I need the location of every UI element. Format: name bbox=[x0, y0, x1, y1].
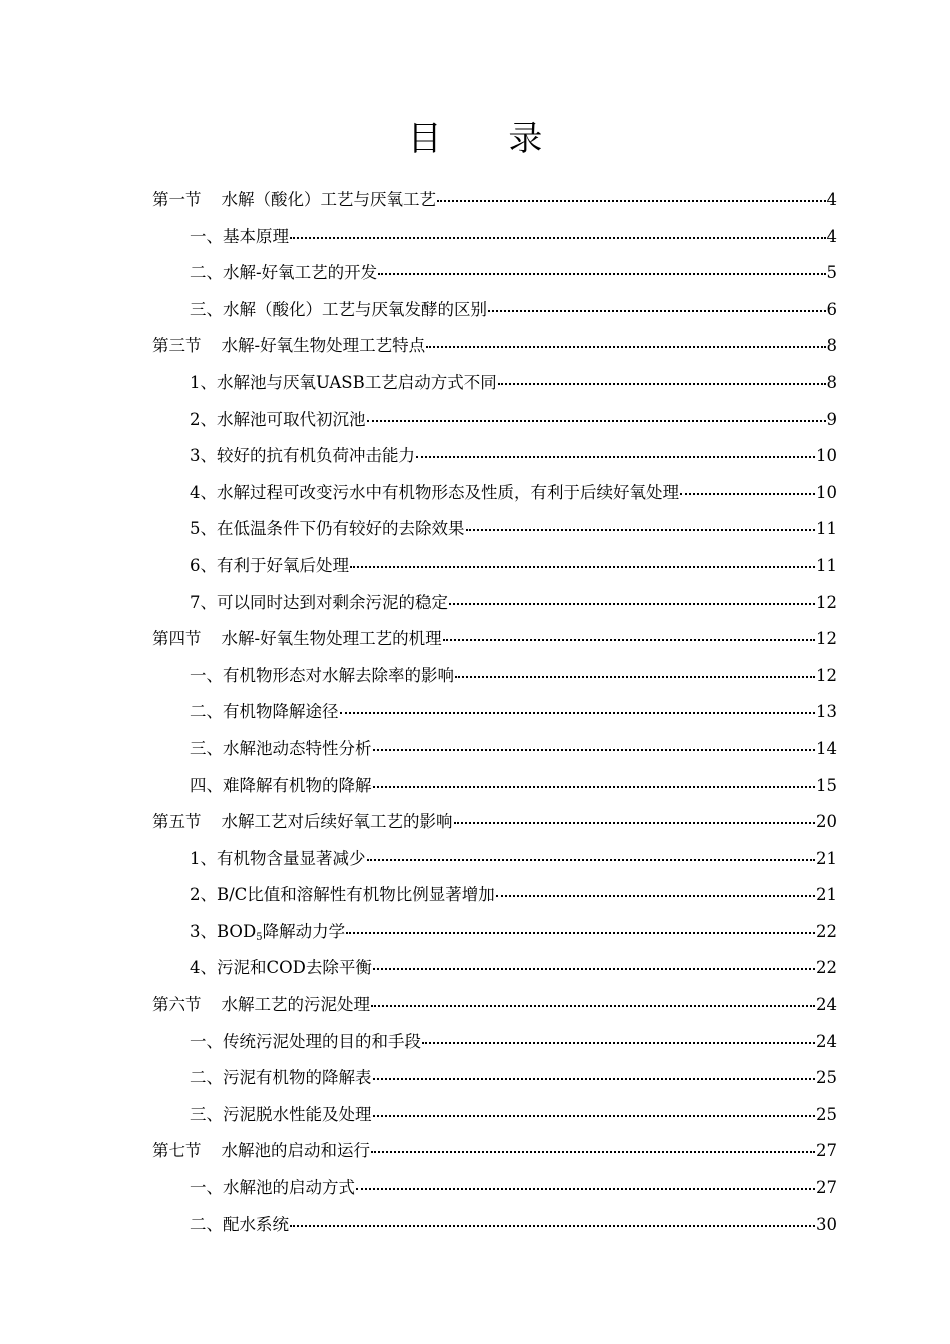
toc-page-number: 22 bbox=[816, 958, 837, 978]
toc-subsection-entry[interactable] bbox=[152, 1060, 837, 1097]
toc-page-number: 12 bbox=[816, 665, 837, 685]
toc-subsection-entry[interactable] bbox=[152, 365, 837, 402]
toc-entry-text-after: 降解动力学 bbox=[262, 921, 346, 941]
toc-page-number: 27 bbox=[816, 1178, 837, 1198]
toc-entry-label bbox=[190, 585, 448, 622]
toc-entry-label bbox=[190, 1170, 355, 1207]
toc-dot-leader bbox=[367, 420, 826, 422]
toc-entry-text: 水解-好氧生物处理工艺的机理 bbox=[221, 629, 442, 649]
toc-entry-text: 7、可以同时达到对剩余污泥的稳定 bbox=[190, 592, 448, 612]
toc-page-number: 11 bbox=[816, 555, 837, 575]
toc-page-number: 10 bbox=[816, 446, 837, 466]
toc-section-entry[interactable] bbox=[152, 804, 837, 841]
toc-entry-label bbox=[190, 1060, 372, 1097]
toc-dot-leader bbox=[290, 237, 826, 239]
toc-subsection-entry[interactable] bbox=[152, 219, 837, 256]
toc-dot-leader bbox=[373, 1078, 816, 1080]
toc-entry-label bbox=[190, 438, 415, 475]
toc-entry-label bbox=[190, 511, 465, 548]
toc-page-number: 11 bbox=[816, 519, 837, 539]
toc-entry-text: 水解工艺对后续好氧工艺的影响 bbox=[221, 812, 453, 832]
toc-entry-label bbox=[190, 1207, 289, 1244]
toc-dot-leader bbox=[340, 712, 816, 714]
toc-entry-label bbox=[190, 255, 377, 292]
toc-entry-text: 5、在低温条件下仍有较好的去除效果 bbox=[190, 519, 465, 539]
toc-section-number: 第四节 bbox=[152, 629, 202, 649]
toc-page-number: 13 bbox=[816, 702, 837, 722]
toc-subsection-entry[interactable] bbox=[152, 1024, 837, 1061]
toc-page-number: 9 bbox=[826, 409, 837, 429]
toc-page-number: 30 bbox=[816, 1214, 837, 1234]
toc-subsection-entry[interactable] bbox=[152, 768, 837, 805]
toc-entry-text: 三、污泥脱水性能及处理 bbox=[190, 1104, 372, 1124]
toc-section-number: 第一节 bbox=[152, 190, 202, 209]
toc-dot-leader bbox=[454, 822, 816, 824]
toc-entry-label bbox=[190, 694, 339, 731]
toc-subsection-entry[interactable] bbox=[152, 548, 837, 585]
toc-entry-label bbox=[190, 841, 366, 878]
toc-entry-text: 水解池的启动和运行 bbox=[221, 1141, 370, 1161]
toc-dot-leader bbox=[680, 493, 815, 495]
toc-subsection-entry[interactable] bbox=[152, 292, 837, 329]
toc-entry-text: 3、较好的抗有机负荷冲击能力 bbox=[190, 446, 415, 466]
toc-entry-label bbox=[152, 804, 453, 841]
toc-entry-label bbox=[152, 621, 442, 658]
toc-section-entry[interactable] bbox=[152, 1133, 837, 1170]
toc-entry-text: 三、水解池动态特性分析 bbox=[190, 738, 372, 758]
toc-page-number: 20 bbox=[816, 812, 837, 832]
toc-subsection-entry[interactable] bbox=[152, 585, 837, 622]
toc-entry-label bbox=[190, 1097, 372, 1134]
toc-dot-leader bbox=[443, 639, 815, 641]
toc-page-number: 24 bbox=[816, 995, 837, 1015]
toc-subsection-entry[interactable] bbox=[152, 841, 837, 878]
toc-entry-text: 3、BOD bbox=[190, 921, 257, 941]
toc-entry-label bbox=[190, 365, 497, 402]
toc-page-number: 4 bbox=[826, 190, 837, 209]
toc-entry-text: 1、有机物含量显著减少 bbox=[190, 848, 366, 868]
toc-dot-leader bbox=[422, 1042, 815, 1044]
toc-entry-text: 一、基本原理 bbox=[190, 226, 289, 246]
toc-entry-label bbox=[152, 182, 436, 219]
toc-subsection-entry[interactable] bbox=[152, 402, 837, 439]
toc-subsection-entry[interactable] bbox=[152, 731, 837, 768]
toc-dot-leader bbox=[449, 603, 815, 605]
toc-entry-text: 2、水解池可取代初沉池 bbox=[190, 409, 366, 429]
toc-dot-leader bbox=[346, 932, 815, 934]
toc-dot-leader bbox=[466, 529, 816, 531]
toc-entry-text: 2、B/C比值和溶解性有机物比例显著增加 bbox=[190, 885, 495, 905]
toc-entry-label bbox=[190, 548, 349, 585]
toc-entry-text: 1、水解池与厌氧UASB工艺启动方式不同 bbox=[190, 372, 497, 392]
toc-page-number: 24 bbox=[816, 1031, 837, 1051]
toc-dot-leader bbox=[373, 968, 815, 970]
toc-entry-label bbox=[190, 914, 345, 954]
toc-entry-label bbox=[190, 292, 487, 329]
toc-dot-leader bbox=[437, 200, 826, 202]
toc-page-number: 21 bbox=[816, 848, 837, 868]
toc-entry-text: 二、水解-好氧工艺的开发 bbox=[190, 263, 378, 283]
toc-page-number: 4 bbox=[826, 226, 837, 246]
toc-entry-text: 水解-好氧生物处理工艺特点 bbox=[221, 336, 426, 356]
toc-page-number: 8 bbox=[826, 336, 837, 356]
toc-subsection-entry[interactable] bbox=[152, 475, 837, 512]
toc-entry-label bbox=[190, 475, 679, 512]
toc-subsection-entry[interactable] bbox=[152, 950, 837, 987]
toc-entry-text: 一、水解池的启动方式 bbox=[190, 1178, 355, 1198]
toc-entry-text: 水解工艺的污泥处理 bbox=[221, 995, 370, 1015]
toc-entry-text: 一、有机物形态对水解去除率的影响 bbox=[190, 665, 454, 685]
toc-dot-leader bbox=[498, 383, 826, 385]
toc-entry-label bbox=[190, 731, 372, 768]
toc-entry-label bbox=[152, 987, 370, 1024]
toc-entry-label bbox=[190, 219, 289, 256]
toc-dot-leader bbox=[373, 786, 816, 788]
toc-entry-text: 一、传统污泥处理的目的和手段 bbox=[190, 1031, 421, 1051]
toc-page-number: 10 bbox=[816, 482, 837, 502]
toc-dot-leader bbox=[356, 1188, 815, 1190]
toc-page-number: 5 bbox=[826, 263, 837, 283]
toc-section-entry[interactable] bbox=[152, 328, 837, 365]
toc-entry-subscript: 5 bbox=[256, 931, 263, 943]
toc-dot-leader bbox=[455, 676, 815, 678]
toc-page-number: 12 bbox=[816, 592, 837, 612]
toc-dot-leader bbox=[290, 1225, 815, 1227]
toc-subsection-entry[interactable] bbox=[152, 658, 837, 695]
toc-dot-leader bbox=[488, 310, 826, 312]
toc-entry-label bbox=[190, 768, 372, 805]
toc-section-entry[interactable] bbox=[152, 182, 837, 219]
toc-subsection-entry[interactable] bbox=[152, 694, 837, 731]
toc-entry-text: 6、有利于好氧后处理 bbox=[190, 555, 349, 575]
toc-dot-leader bbox=[371, 1005, 815, 1007]
toc-entry-label bbox=[190, 877, 495, 914]
page-title: 目 录 bbox=[407, 119, 571, 159]
toc-page-number: 25 bbox=[816, 1068, 837, 1088]
toc-page-number: 12 bbox=[816, 629, 837, 649]
toc-section-entry[interactable] bbox=[152, 987, 837, 1024]
toc-subsection-entry[interactable] bbox=[152, 438, 837, 475]
toc-section-entry[interactable] bbox=[152, 621, 837, 658]
toc-subsection-entry[interactable] bbox=[152, 1170, 837, 1207]
toc-entry-text: 三、水解（酸化）工艺与厌氧发酵的区别 bbox=[190, 299, 487, 319]
toc-entry-label bbox=[190, 402, 366, 439]
toc-entry-text: 水解（酸化）工艺与厌氧工艺 bbox=[221, 190, 436, 209]
toc-entry-text: 四、难降解有机物的降解 bbox=[190, 775, 372, 795]
toc-entry-label bbox=[190, 658, 454, 695]
toc-section-number: 第七节 bbox=[152, 1141, 202, 1161]
toc-entry-label bbox=[152, 328, 425, 365]
toc-subsection-entry[interactable] bbox=[152, 255, 837, 292]
toc-entry-text: 二、有机物降解途径 bbox=[190, 702, 339, 722]
toc-subsection-entry[interactable] bbox=[152, 1207, 837, 1244]
toc-dot-leader bbox=[373, 1115, 816, 1117]
toc-dot-leader bbox=[496, 895, 815, 897]
toc-subsection-entry[interactable] bbox=[152, 511, 837, 548]
toc-entry-label bbox=[190, 950, 372, 987]
toc-dot-leader bbox=[350, 566, 815, 568]
toc-section-number: 第五节 bbox=[152, 812, 202, 832]
toc-entry-text: 4、水解过程可改变污水中有机物形态及性质，有利于后续好氧处理 bbox=[190, 482, 679, 502]
toc-section-number: 第三节 bbox=[152, 336, 202, 356]
toc-page-number: 15 bbox=[816, 775, 837, 795]
toc-subsection-entry[interactable] bbox=[152, 1097, 837, 1134]
toc-dot-leader bbox=[426, 346, 825, 348]
toc-dot-leader bbox=[373, 749, 816, 751]
toc-subsection-entry[interactable] bbox=[152, 877, 837, 914]
toc-dot-leader bbox=[367, 859, 816, 861]
toc-page-number: 6 bbox=[826, 299, 837, 319]
toc-entry-label bbox=[190, 1024, 421, 1061]
toc-page-number: 8 bbox=[826, 372, 837, 392]
toc-section-number: 第六节 bbox=[152, 995, 202, 1015]
toc-page-number: 25 bbox=[816, 1104, 837, 1124]
toc-dot-leader bbox=[371, 1151, 815, 1153]
toc-entry-text: 二、污泥有机物的降解表 bbox=[190, 1068, 372, 1088]
toc-page-number: 14 bbox=[816, 738, 837, 758]
toc-dot-leader bbox=[378, 273, 825, 275]
toc-entry-label bbox=[152, 1133, 370, 1170]
toc-page-number: 22 bbox=[816, 921, 837, 941]
toc-page-number: 27 bbox=[816, 1141, 837, 1161]
toc-subsection-entry[interactable] bbox=[152, 914, 837, 951]
toc-entry-text: 二、配水系统 bbox=[190, 1214, 289, 1234]
toc-page-number: 21 bbox=[816, 885, 837, 905]
table-of-contents bbox=[152, 182, 837, 1243]
toc-entry-text: 4、污泥和COD去除平衡 bbox=[190, 958, 372, 978]
toc-dot-leader bbox=[416, 456, 815, 458]
